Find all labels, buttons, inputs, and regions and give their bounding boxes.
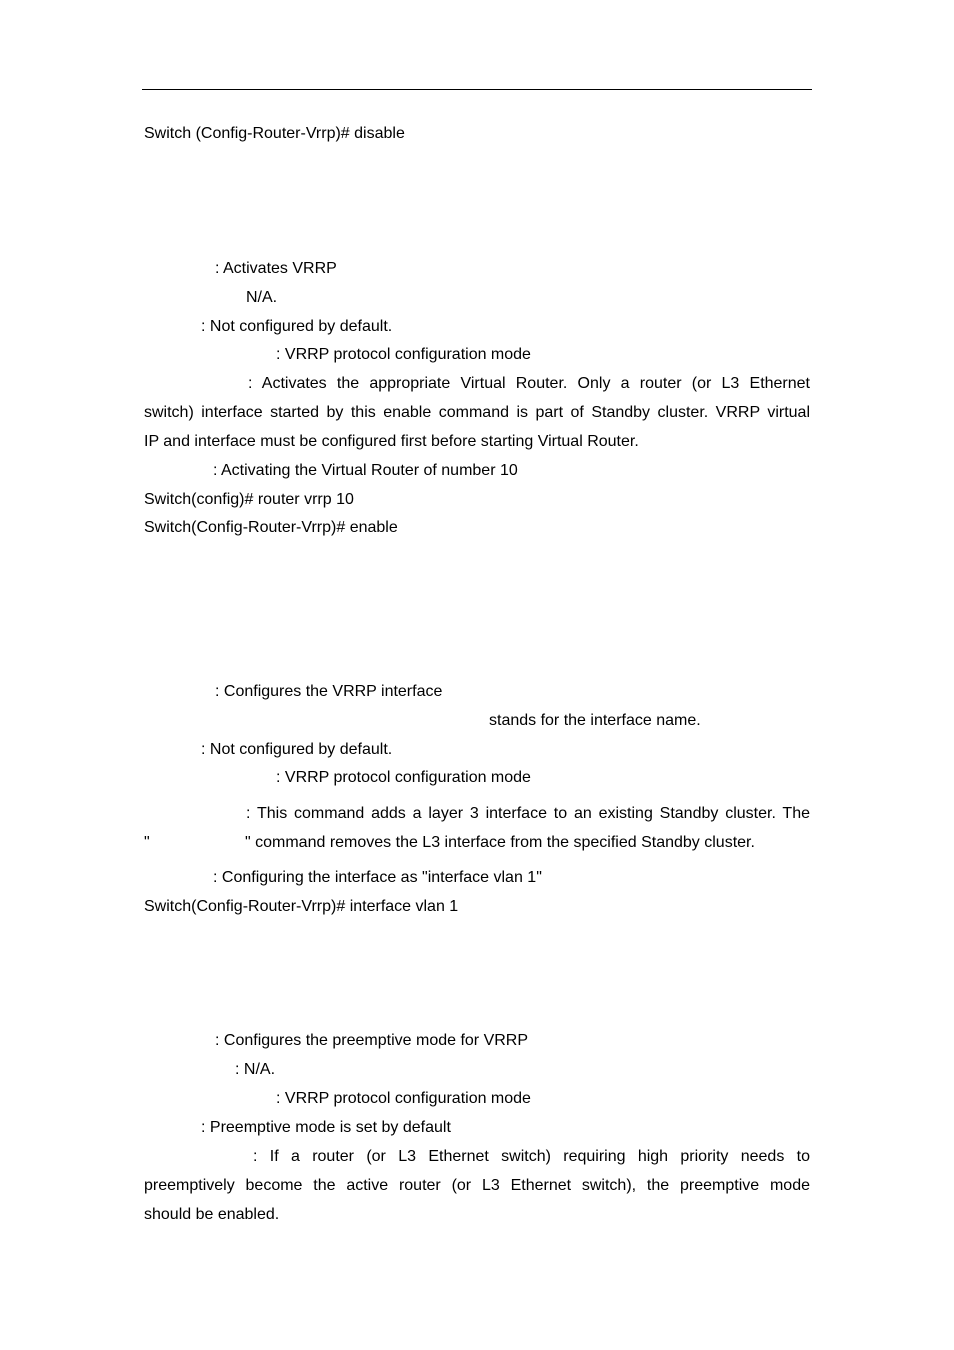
example-command-disable: Switch (Config-Router-Vrrp)# disable <box>144 125 405 142</box>
enable-example-command-1: Switch(config)# router vrrp 10 <box>144 491 354 508</box>
preempt-default: : Preemptive mode is set by default <box>201 1119 451 1136</box>
enable-example-command-2: Switch(Config-Router-Vrrp)# enable <box>144 519 398 536</box>
interface-example-command-1: Switch(Config-Router-Vrrp)# interface vlan 1 <box>144 898 459 915</box>
enable-example: : Activating the Virtual Router of number 10 <box>213 462 518 479</box>
enable-command-mode: : VRRP protocol configuration mode <box>276 346 531 363</box>
preempt-usage-line-3: should be enabled. <box>144 1206 280 1223</box>
interface-usage-line-1: : This command adds a layer 3 interface to an existing Standby cluster. The <box>246 805 810 822</box>
enable-usage-line-3: IP and interface must be configured first before starting Virtual Router. <box>144 433 639 450</box>
enable-default: : Not configured by default. <box>201 318 393 335</box>
interface-example: : Configuring the interface as "interface vlan 1" <box>213 869 542 886</box>
header-rule <box>142 89 812 90</box>
preempt-function: : Configures the preemptive mode for VRRP <box>215 1032 529 1049</box>
interface-command-mode: : VRRP protocol configuration mode <box>276 769 531 786</box>
interface-function: : Configures the VRRP interface <box>215 683 443 700</box>
preempt-usage-line-2: preemptively become the active router (or L3 Ethernet switch), the preemptive mode <box>144 1177 810 1194</box>
preempt-parameter: : N/A. <box>235 1061 276 1078</box>
preempt-usage-line-1: : If a router (or L3 Ethernet switch) requiring high priority needs to <box>253 1148 810 1165</box>
interface-default: : Not configured by default. <box>201 741 393 758</box>
enable-usage-line-1: : Activates the appropriate Virtual Router. Only a router (or L3 Ethernet <box>248 375 810 392</box>
enable-function: : Activates VRRP <box>215 260 337 277</box>
interface-usage-quote-open: " <box>144 834 150 851</box>
preempt-command-mode: : VRRP protocol configuration mode <box>276 1090 531 1107</box>
interface-usage-line-2: " command removes the L3 interface from the specified Standby cluster. <box>245 834 755 851</box>
enable-usage-line-2: switch) interface started by this enable command is part of Standby cluster. VRRP virtual <box>144 404 810 421</box>
interface-parameter: stands for the interface name. <box>489 712 701 729</box>
enable-parameter: N/A. <box>246 289 278 306</box>
